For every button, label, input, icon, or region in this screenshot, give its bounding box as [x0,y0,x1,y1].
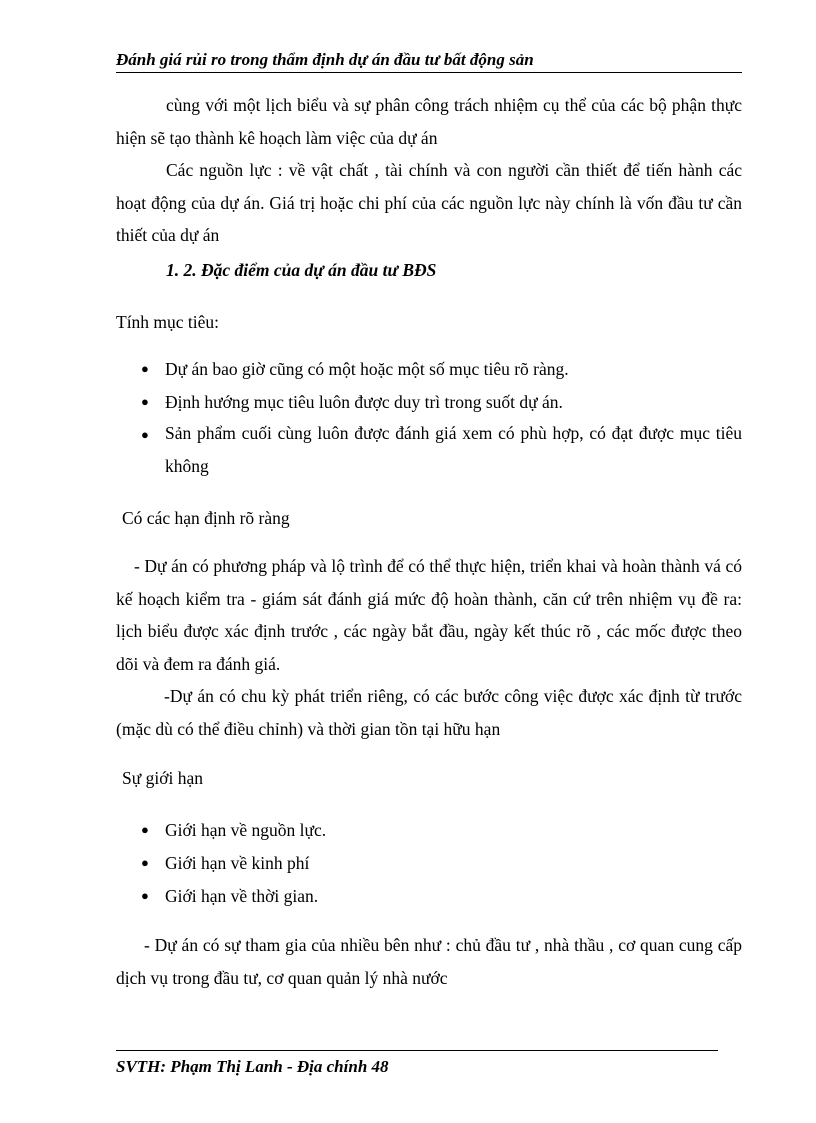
list-item: Dự án bao giờ cũng có một hoặc một số mục tiêu rõ ràng. [165,359,569,379]
bullet-icon: ● [141,427,149,442]
page-footer: SVTH: Phạm Thị Lanh - Địa chính 48 [116,1057,389,1076]
paragraph-2: Các nguồn lực : về vật chất , tài chính và con người cần thiết để tiến hành các hoạt động của dự án. Giá trị hoặc chi phí của các nguồn lực này chính là vốn đầu tư cần thiết của dự án [116,160,742,245]
list-item: Định hướng mục tiêu luôn được duy trì trong suốt dự án. [165,392,563,412]
page-header: Đánh giá rủi ro trong thẩm định dự án đầu tư bất động sản [116,50,742,73]
list-item: Giới hạn về thời gian. [165,886,319,906]
label-gioi-han: Sự giới hạn [122,768,203,788]
paragraph-3: - Dự án có phương pháp và lộ trình để có thể thực hiện, triển khai và hoàn thành vá có kế hoạch kiểm tra - giám sát đánh giá mức độ hoàn thành, căn cứ trên nhiệm vụ đề ra: lịch biểu được xác định trước , các ngày bắt đầu, ngày kết thúc rõ , các mốc được theo dõi và đem ra đánh giá. [116,556,742,674]
paragraph-5: - Dự án có sự tham gia của nhiều bên như : chủ đầu tư , nhà thầu , cơ quan cung cấp dịch vụ trong đầu tư, cơ quan quản lý nhà nước [116,935,742,988]
footer-divider [116,1050,718,1051]
list-item: Giới hạn về kinh phí [165,853,310,873]
label-tinh-muc-tieu: Tính mục tiêu: [116,312,220,332]
paragraph-4: -Dự án có chu kỳ phát triển riêng, có các bước công việc được xác định từ trước (mặc dù có thể điều chỉnh) và thời gian tồn tại hữu hạn [116,686,742,739]
section-heading: 1. 2. Đặc điểm của dự án đầu tư BĐS [166,260,437,280]
bullet-icon: ● [141,822,149,837]
list-item: Giới hạn về nguồn lực. [165,820,327,840]
paragraph-1: cùng với một lịch biểu và sự phân công trách nhiệm cụ thể của các bộ phận thực hiện sẽ tạo thành kê hoạch làm việc của dự án [116,95,742,148]
list-item: Sản phẩm cuối cùng luôn được đánh giá xem có phù hợp, có đạt được mục tiêu không [165,423,742,476]
bullet-icon: ● [141,361,149,376]
label-han-dinh: Có các hạn định rõ ràng [122,508,290,528]
bullet-icon: ● [141,888,149,903]
bullet-icon: ● [141,394,149,409]
bullet-icon: ● [141,855,149,870]
